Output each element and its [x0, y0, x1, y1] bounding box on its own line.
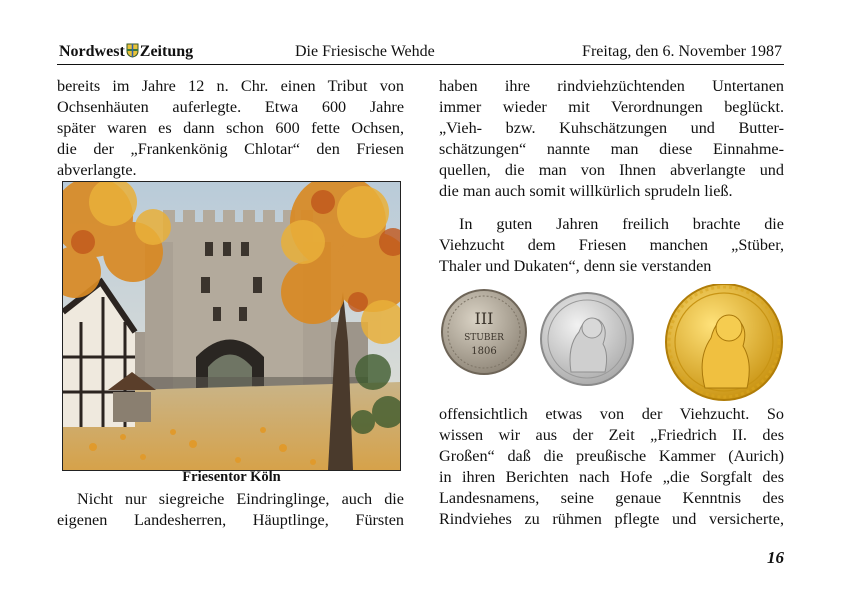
- text-line: schätzungen“ nannte man diese Einnahme-: [439, 140, 784, 158]
- text-line: eigenen Landesherren, Häuptlinge, Fürsten: [57, 511, 404, 529]
- right-column-para1: [439, 76, 784, 202]
- figure-caption: Friesentor Köln: [182, 469, 281, 485]
- text-line: Großen“ daß die preußische Kammer (Aurich): [439, 447, 784, 465]
- text-line: Viehzucht dem Friesen manchen „Stüber,: [439, 236, 784, 254]
- page-number: 16: [767, 548, 784, 567]
- ducat-coin: [666, 284, 782, 400]
- friesentor-illustration: [62, 181, 401, 471]
- right-column-para3: [439, 404, 784, 530]
- coin-year: 1806: [471, 346, 497, 357]
- text-line: die der „Frankenkönig Chlotar“ den Friesen: [57, 140, 404, 158]
- left-column-top-text: [57, 76, 404, 181]
- text-line: In guten Jahren freilich brachte die: [459, 215, 784, 233]
- text-line: wissen wir aus der Zeit „Friedrich II. des: [439, 426, 784, 444]
- text-line: haben ihre rindviehzüchtenden Untertanen: [439, 77, 784, 95]
- publication-section: Die Friesische Wehde: [295, 43, 435, 60]
- text-line: später waren es dann schon 600 fette Ochsen,: [57, 119, 404, 137]
- issue-date: Freitag, den 6. November 1987: [582, 43, 782, 60]
- brand-name-part1: Nordwest: [59, 43, 125, 60]
- text-line: abverlangte.: [57, 161, 137, 179]
- coin-denomination: STUBER: [464, 333, 504, 343]
- right-column-para2: [439, 214, 784, 277]
- page-header: [57, 40, 784, 65]
- text-line: „Vieh- bzw. Kuhschätzungen und Butter-: [439, 119, 784, 137]
- text-line: Ochsenhäuten auferlegte. Etwa 600 Jahre: [57, 98, 404, 116]
- text-line: Rindviehes zu rühmen pflegte und versicherte,: [439, 510, 784, 528]
- coat-of-arms-icon: [126, 43, 139, 63]
- brand-name-part2: Zeitung: [139, 43, 194, 60]
- coin-value: III: [474, 309, 494, 328]
- stuber-coin: [442, 290, 526, 374]
- text-line: quellen, die man von Ihnen abverlangte und: [439, 161, 784, 179]
- text-line: offensichtlich etwas von der Viehzucht. So: [439, 405, 784, 423]
- text-line: bereits im Jahre 12 n. Chr. einen Tribut von: [57, 77, 404, 95]
- text-line: in ihren Berichten nach Hofe „die Sorgfalt des: [439, 468, 784, 486]
- left-column-bottom-text: [57, 489, 404, 531]
- text-line: die man auch somit willkürlich sprudeln ließ.: [439, 182, 733, 200]
- text-line: Thaler und Dukaten“, denn sie verstanden: [439, 257, 712, 275]
- newspaper-brand: [59, 43, 193, 63]
- text-line: immer wieder mit Verordnungen beglückt.: [439, 98, 784, 116]
- thaler-coin: [541, 293, 633, 385]
- text-line: Nicht nur siegreiche Eindringlinge, auch die: [77, 490, 404, 508]
- text-line: Landesnamens, seine genaue Kenntnis des: [439, 489, 784, 507]
- coins-illustration: [439, 284, 784, 404]
